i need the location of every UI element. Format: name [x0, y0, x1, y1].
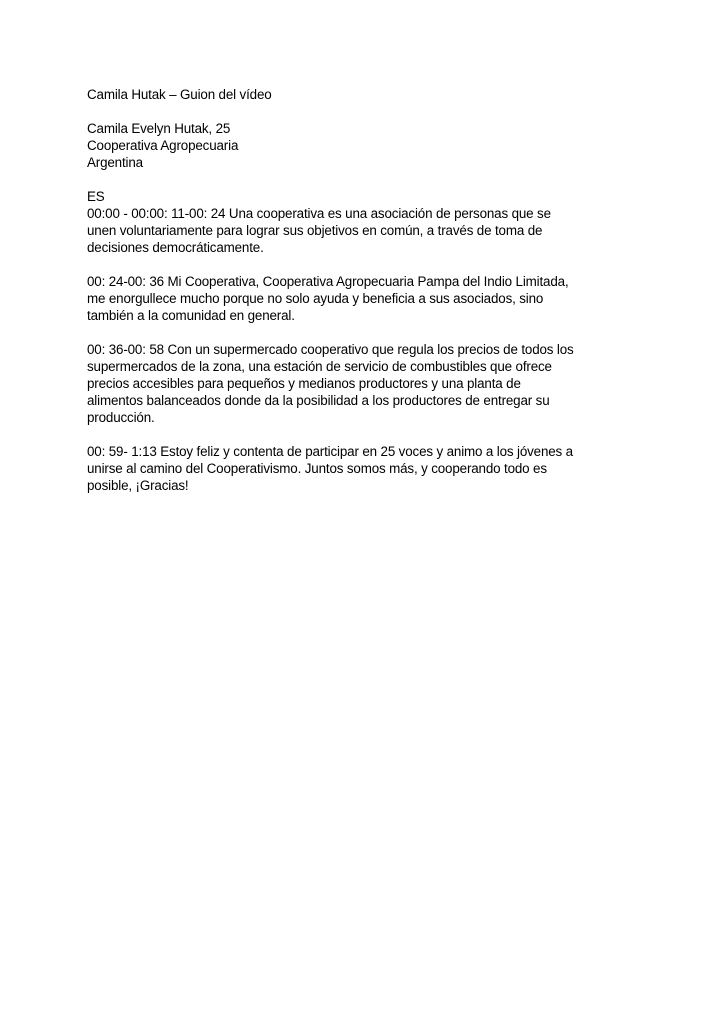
segment-line: alimentos balanceados donde da la posibilidad a los productores de entregar su	[87, 393, 550, 408]
segment-line: me enorgullece mucho porque no solo ayuda y beneficia a sus asociados, sino	[87, 291, 544, 306]
language-code: ES	[87, 189, 105, 204]
author-info	[87, 120, 647, 171]
spacer	[87, 426, 647, 443]
segment-line: precios accesibles para pequeños y medianos productores y una planta de	[87, 376, 521, 391]
document-title	[87, 86, 647, 103]
segment-4	[87, 443, 647, 494]
segment-line: 00: 59- 1:13 Estoy feliz y contenta de participar en 25 voces y animo a los jóvenes a	[87, 444, 573, 459]
segment-1	[87, 188, 647, 256]
segment-line: 00:00 - 00:00: 11-00: 24 Una cooperativa es una asociación de personas que se	[87, 206, 551, 221]
spacer	[87, 103, 647, 120]
document-content	[87, 86, 647, 494]
segment-line: supermercados de la zona, una estación de servicio de combustibles que ofrece	[87, 359, 552, 374]
title-line: Camila Hutak – Guion del vídeo	[87, 87, 272, 102]
segment-line: producción.	[87, 410, 155, 425]
segment-line: decisiones democráticamente.	[87, 240, 264, 255]
spacer	[87, 324, 647, 341]
segment-line: 00: 36-00: 58 Con un supermercado cooperativo que regula los precios de todos los	[87, 342, 574, 357]
segment-2	[87, 273, 647, 324]
segment-line: unirse al camino del Cooperativismo. Juntos somos más, y cooperando todo es	[87, 461, 547, 476]
segment-line: 00: 24-00: 36 Mi Cooperativa, Cooperativa Agropecuaria Pampa del Indio Limitada,	[87, 274, 569, 289]
author-name-age: Camila Evelyn Hutak, 25	[87, 121, 231, 136]
author-organization: Cooperativa Agropecuaria	[87, 138, 239, 153]
segment-line: también a la comunidad en general.	[87, 308, 295, 323]
segment-line: posible, ¡Gracias!	[87, 478, 189, 493]
author-country: Argentina	[87, 155, 143, 170]
spacer	[87, 256, 647, 273]
spacer	[87, 171, 647, 188]
segment-line: unen voluntariamente para lograr sus objetivos en común, a través de toma de	[87, 223, 543, 238]
segment-3	[87, 341, 647, 426]
